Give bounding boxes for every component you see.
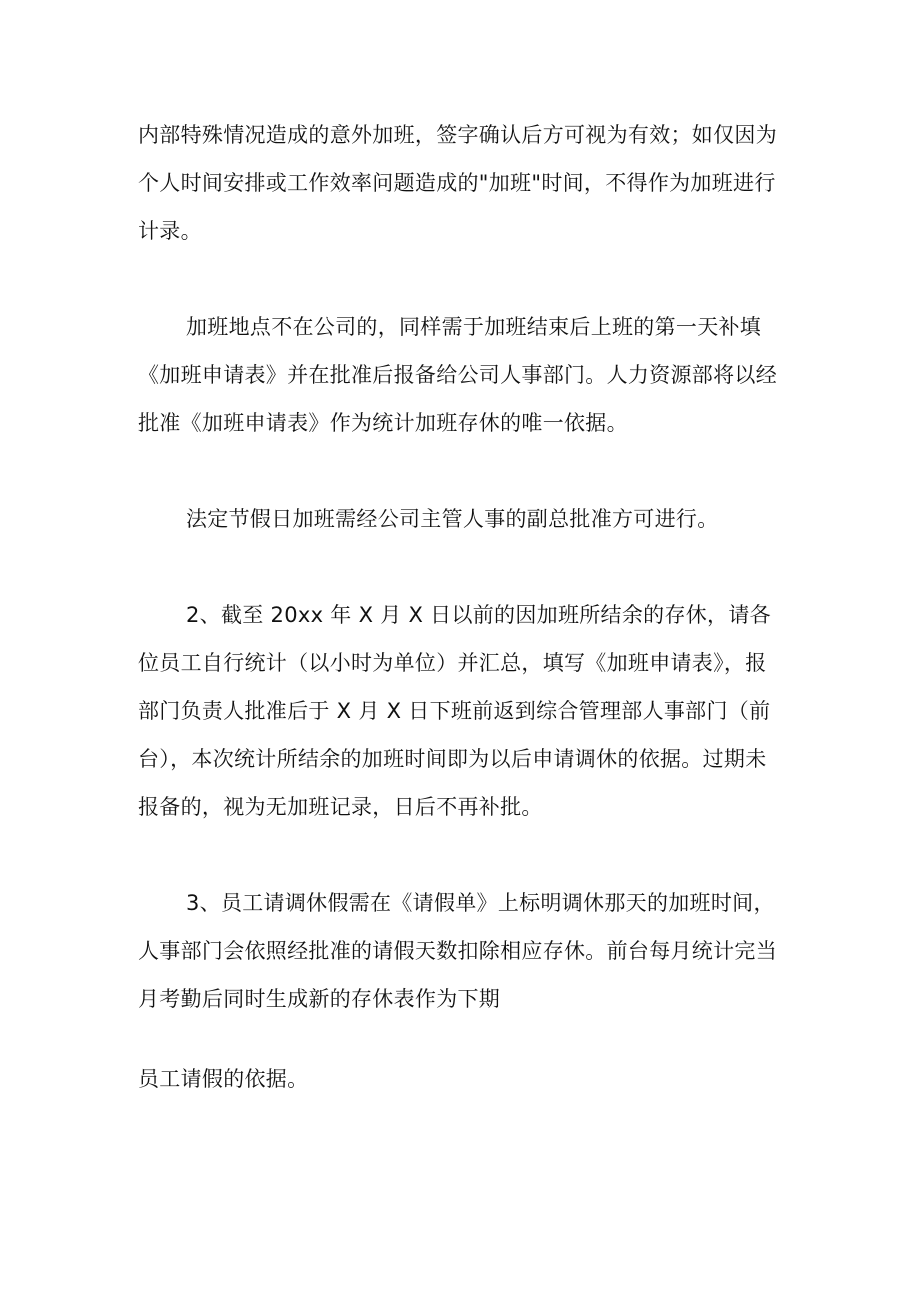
paragraph-line: 批准《加班申请表》作为统计加班存休的唯一依据。 [138, 411, 628, 435]
paragraph-line: 加班地点不在公司的，同样需于加班结束后上班的第一天补填 [186, 315, 762, 339]
paragraph-line: 部门负责人批准后于 X 月 X 日下班前返到综合管理部人事部门（前 [138, 699, 771, 723]
paragraph-line: 月考勤后同时生成新的存休表作为下期 [138, 987, 501, 1011]
paragraph-line: 计录。 [138, 219, 202, 243]
paragraph-line: 《加班申请表》并在批准后报备给公司人事部门。人力资源部将以经 [138, 363, 777, 387]
paragraph-line: 报备的，视为无加班记录，日后不再补批。 [138, 795, 543, 819]
paragraph-line: 法定节假日加班需经公司主管人事的副总批准方可进行。 [186, 507, 719, 531]
paragraph-line: 台），本次统计所结余的加班时间即为以后申请调休的依据。过期未 [138, 747, 767, 771]
paragraph-line: 个人时间安排或工作效率问题造成的"加班"时间，不得作为加班进行 [138, 171, 776, 195]
paragraph-line: 位员工自行统计（以小时为单位）并汇总，填写《加班申请表》，报 [138, 651, 767, 675]
paragraph-line: 员工请假的依据。 [138, 1067, 309, 1091]
paragraph-line: 人事部门会依照经批准的请假天数扣除相应存休。前台每月统计完当 [138, 939, 777, 963]
paragraph-line: 内部特殊情况造成的意外加班，签字确认后方可视为有效；如仅因为 [138, 123, 777, 147]
paragraph-line: 3、员工请调休假需在《请假单》上标明调休那天的加班时间， [186, 891, 775, 915]
paragraph-line: 2、截至 20xx 年 X 月 X 日以前的因加班所结余的存休，请各 [186, 603, 771, 627]
